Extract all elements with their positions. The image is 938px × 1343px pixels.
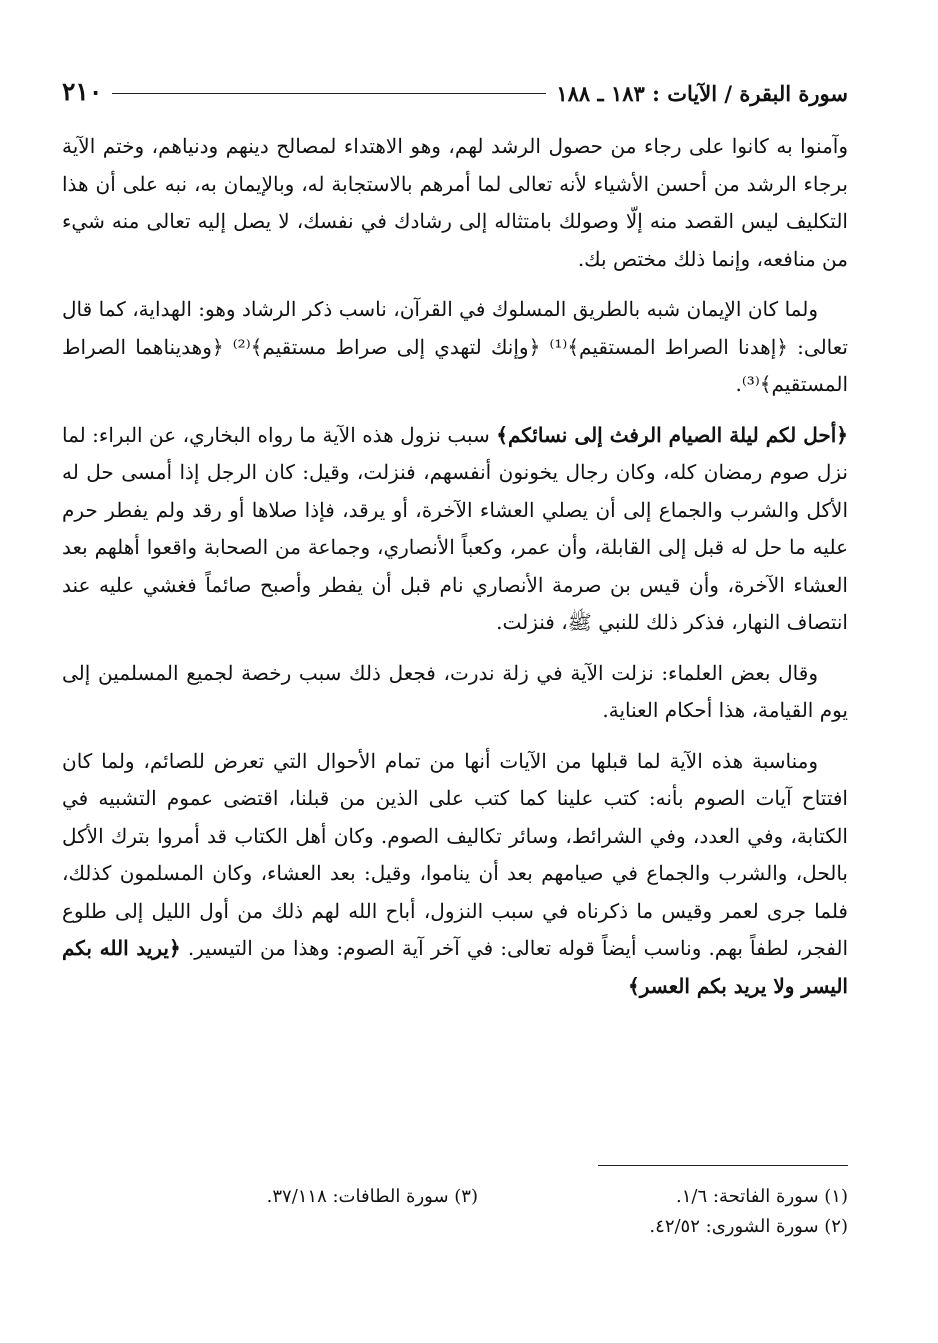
document-page <box>62 62 848 1237</box>
header-rule <box>112 93 546 94</box>
running-title: سورة البقرة / الآيات : ١٨٣ ـ ١٨٨ <box>556 81 848 106</box>
footnote-1: (١) سورة الفاتحة: ١/٦. <box>676 1186 848 1207</box>
page-number: ٢١٠ <box>62 77 103 106</box>
paragraph-with-verse <box>62 743 848 1006</box>
paragraph: ولما كان الإيمان شبه بالطريق المسلوك في القرآن، ناسب ذكر الرشاد وهو: الهداية، كما قال تعالى: ﴿إهدنا الصراط المستقيم﴾⁽¹⁾ ﴿وإنك لتهدي إلى صراط مستقيم﴾⁽²⁾ ﴿وهديناهما الصراط المستقيم﴾⁽³⁾. <box>62 297 848 396</box>
paragraph: وآمنوا به كانوا على رجاء من حصول الرشد لهم، وهو الاهتداء لمصالح دينهم ودنياهم، وختم الآية برجاء الرشد من أحسن الأشياء لأنه تعالى لما أمرهم بالاستجابة له، وبالإيمان به، نبه على أن هذا التكليف ليس القصد منه إلّا وصولك بامتثاله إلى رشادك في نفسك، لا يصل إليه تعالى منه شيء من منافعه، وإنما ذلك مختص بك. <box>62 134 848 271</box>
footnotes <box>62 1182 848 1242</box>
footnote-row <box>62 1182 848 1212</box>
paragraph-text: ومناسبة هذه الآية لما قبلها من الآيات أنها من تمام الأحوال التي تعرض للصائم، ولما كان افتتاح آيات الصوم بأنه: كتب علينا كما كتب على الذين من قبلنا، اقتضى عموم التشبيه في الكتابة، وفي العدد، وفي الشرائط، وسائر تكاليف الصوم. وكان أهل الكتاب قد أمروا بترك الأكل بالحل، والشرب والجماع في صيامهم بعد أن يناموا، وقيل: بعد العشاء، وكان المسلمون كذلك، فلما جرى لعمر وقيس ما ذكرناه في سبب النزول، أباح الله لهم ذلك من أول الليل إلى طلوع الفجر، لطفاً بهم. وناسب أيضاً قوله تعالى: في آخر آية الصوم: وهذا من التيسير. <box>62 748 848 960</box>
body-text <box>62 128 848 1005</box>
footnote-row <box>62 1212 848 1242</box>
footnote-rule <box>598 1165 848 1166</box>
paragraph-text: سبب نزول هذه الآية ما رواه البخاري، عن البراء: لما نزل صوم رمضان كله، وكان رجال يخونون أنفسهم، فنزلت، وقيل: كان الرجل إذا أمسى حل له الأكل والشرب والجماع إلى أن يصلي العشاء الآخرة، أو يرقد، فإذا صلاها أو رقد ولم يفطر حرم عليه ما حل له قبل إلى القابلة، وأن عمر، وكعباً الأنصاري، وجماعة من الصحابة واقعوا أهلهم بعد العشاء الآخرة، وأن قيس بن صرمة الأنصاري نام قبل أن يفطر وأصبح صائماً فغشي عليه عند انتصاف النهار، فذكر ذلك للنبي ﷺ، فنزلت. <box>62 422 848 634</box>
quran-verse: ﴿أحل لكم ليلة الصيام الرفث إلى نسائكم﴾ <box>496 422 848 447</box>
paragraph: وقال بعض العلماء: نزلت الآية في زلة ندرت، فجعل ذلك سبب رخصة لجميع المسلمين إلى يوم القيامة، هذا أحكام العناية. <box>62 660 848 722</box>
quran-verse: ﴿يريد الله بكم اليسر ولا يريد بكم العسر﴾ <box>62 936 848 998</box>
footnote-2: (٢) سورة الشورى: ٤٢/٥٢. <box>649 1216 848 1237</box>
footnote-3: (٣) سورة الطافات: ٣٧/١١٨. <box>266 1186 478 1207</box>
page-header <box>62 62 848 104</box>
paragraph-with-verse <box>62 417 848 642</box>
